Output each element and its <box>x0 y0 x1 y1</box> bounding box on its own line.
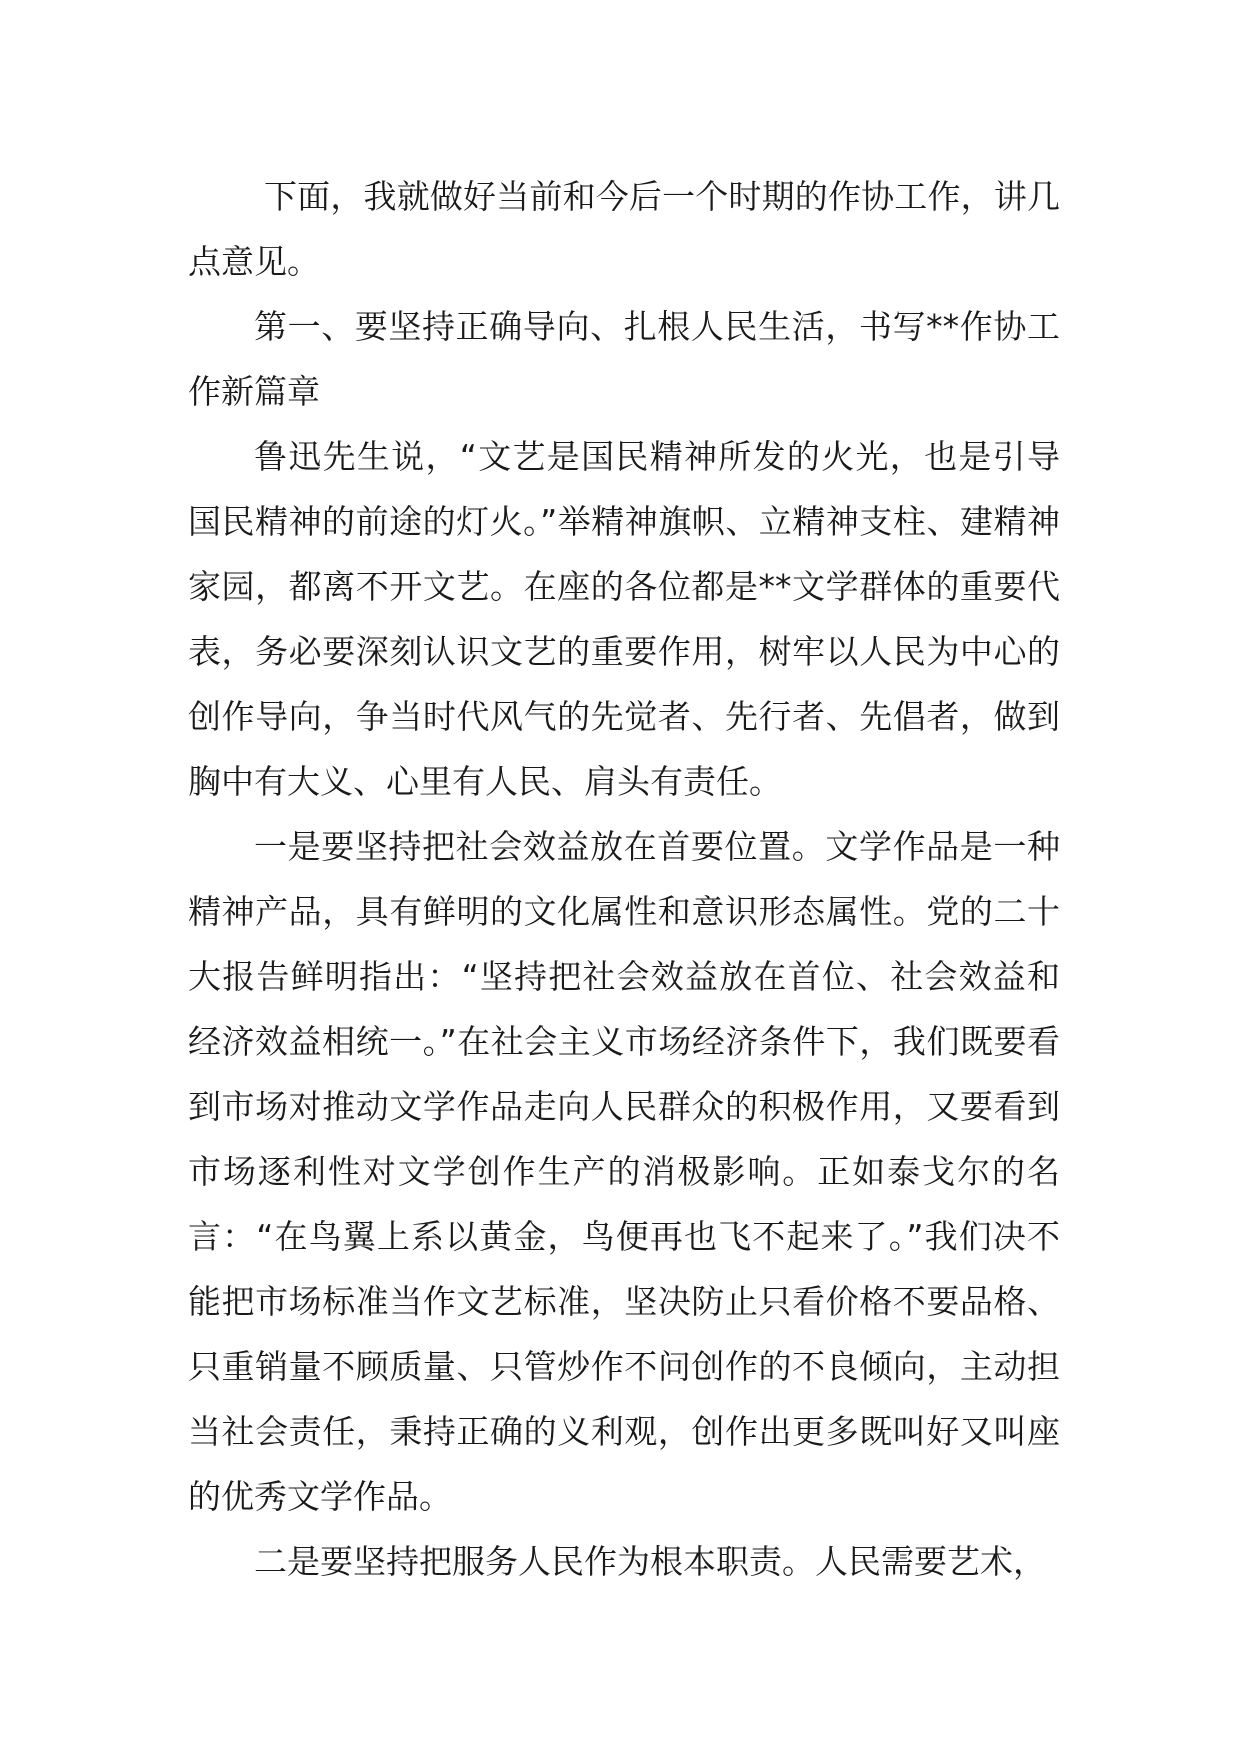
paragraph-luxun-quote: 鲁迅先生说，“文艺是国民精神所发的火光，也是引导国民精神的前途的灯火。”举精神旗帜、立精神支柱、建精神家园，都离不开文艺。在座的各位都是**文学群体的重要代表，务必要深刻认识文艺的重要作用，树牢以人民为中心的创作导向，争当时代风气的先觉者、先行者、先倡者，做到胸中有大义、心里有人民、肩头有责任。 <box>188 437 1060 801</box>
document-body <box>188 164 1060 1594</box>
paragraph-point-one: 一是要坚持把社会效益放在首要位置。文学作品是一种精神产品，具有鲜明的文化属性和意识形态属性。党的二十大报告鲜明指出：“坚持把社会效益放在首位、社会效益和经济效益相统一。”在社会主义市场经济条件下，我们既要看到市场对推动文学作品走向人民群众的积极作用，又要看到市场逐利性对文学创作生产的消极影响。正如泰戈尔的名言：“在鸟翼上系以黄金，鸟便再也飞不起来了。”我们决不能把市场标准当作文艺标准，坚决防止只看价格不要品格、只重销量不顾质量、只管炒作不问创作的不良倾向，主动担当社会责任，秉持正确的义利观，创作出更多既叫好又叫座的优秀文学作品。 <box>188 827 1060 1516</box>
paragraph-point-two: 二是要坚持把服务人民作为根本职责。人民需要艺术， <box>254 1542 1046 1581</box>
paragraph-intro: 下面，我就做好当前和今后一个时期的作协工作，讲几点意见。 <box>188 177 1060 281</box>
paragraph-section-heading: 第一、要坚持正确导向、扎根人民生活，书写**作协工作新篇章 <box>188 307 1060 411</box>
